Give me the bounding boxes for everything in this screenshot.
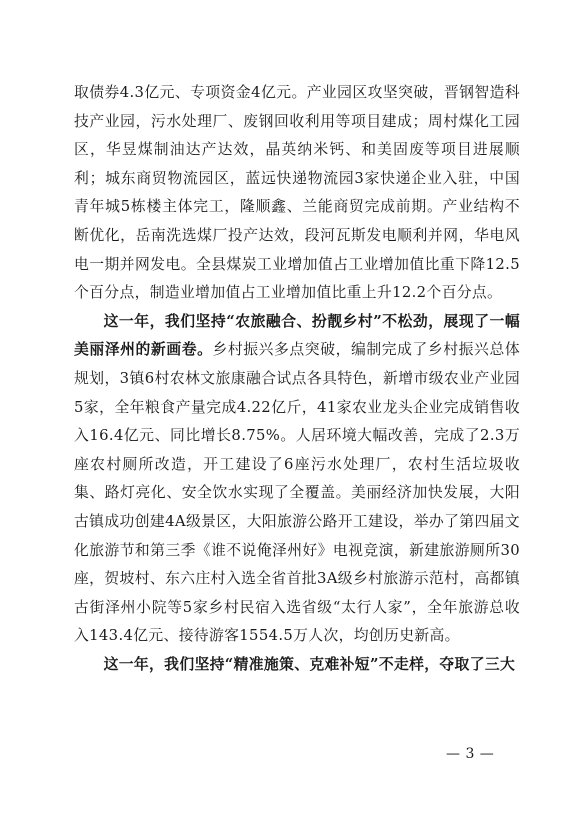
paragraph-lead: 这一年，我们坚持“农旅融合、扮靓乡村”不松劲，展现了一幅美丽泽州的新画卷。 [74, 312, 520, 359]
paragraph-industrial-parks [74, 79, 520, 308]
paragraph-text: 乡村振兴多点突破，编制完成了乡村振兴总体规划，3镇6村农林文旅康融合试点各具特色，新增市级农业产业园5家，全年粮食产量完成4.22亿斤，41家农业龙头企业完成销售收入16.4亿元、同比增长8.75%。人居环境大幅改善，完成了2.3万座农村厕所改造，开工建设了6座污水处理厂，农村生活垃圾收集、路灯亮化、安全饮水实现了全覆盖。美丽经济加快发展，大阳古镇成功创建4A级景区，大阳旅游公路开工建设，举办了第四届文化旅游节和第三季《谁不说俺泽州好》电视竞演，新建旅游厕所30座，贺坡村、东六庄村入选全省首批3A级乡村旅游示范村，高都镇古街泽州小院等5家乡村民宿入选省级“太行人家”，全年旅游总收入143.4亿元、接待游客1554.5万人次，均创历史新高。 [74, 341, 520, 645]
document-body [74, 79, 520, 679]
paragraph-rural-tourism [74, 308, 520, 651]
paragraph-precise-policy [74, 651, 520, 680]
paragraph-lead: 这一年，我们坚持“精准施策、克难补短”不走样，夺取了三大 [103, 655, 516, 673]
page-number: — 3 — [446, 746, 495, 762]
paragraph-text: 取债券4.3亿元、专项资金4亿元。产业园区攻坚突破，晋钢智造科技产业园，污水处理厂、废钢回收利用等项目建成；周村煤化工园区，华昱煤制油达产达效，晶英纳米钙、和美固废等项目进展顺利；城东商贸物流园区，蓝远快递物流园3家快递企业入驻，中国青年城5栋楼主体完工，隆顺鑫、兰能商贸完成前期。产业结构不断优化，岳南洗选煤厂投产达效，段河瓦斯发电顺利并网，华电风电一期并网发电。全县煤炭工业增加值占工业增加值比重下降12.5个百分点，制造业增加值占工业增加值比重上升12.2个百分点。 [74, 84, 520, 302]
